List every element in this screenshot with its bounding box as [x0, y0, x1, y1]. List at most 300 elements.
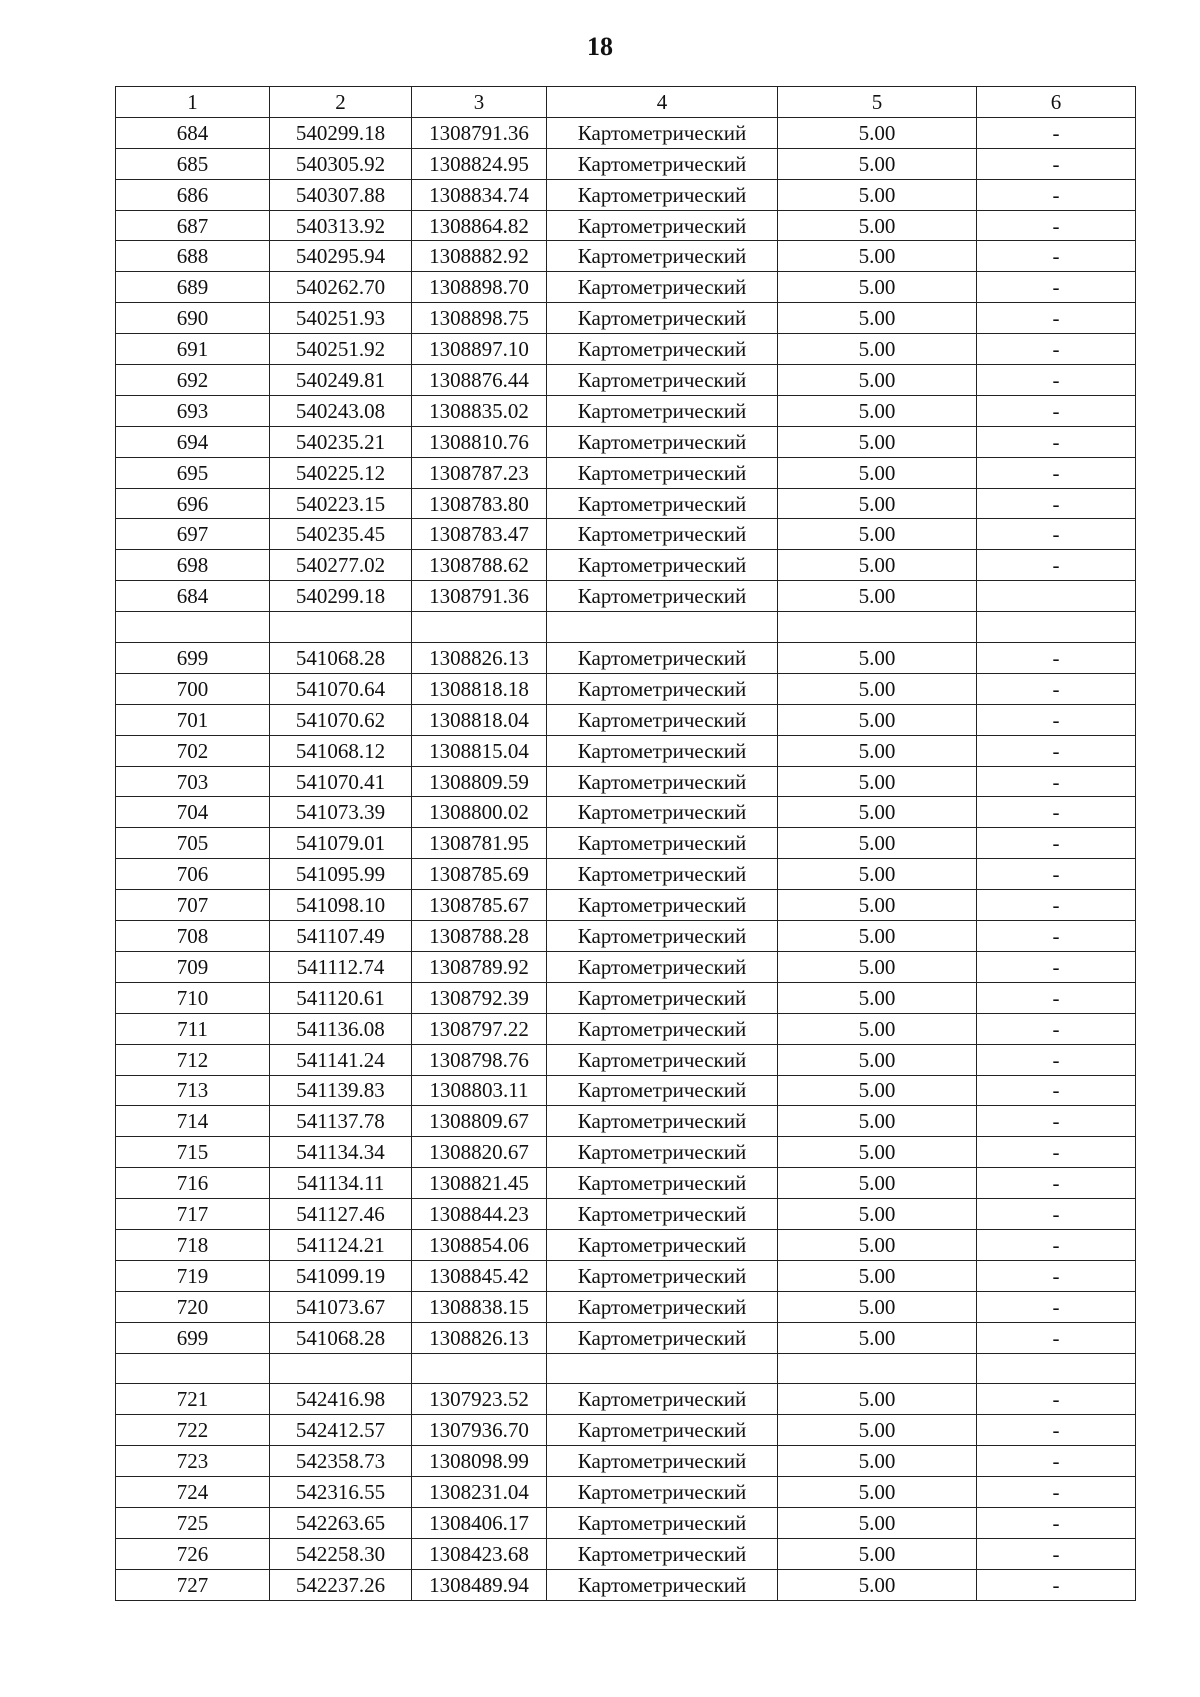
point-number-cell: 722 [116, 1415, 270, 1446]
accuracy-cell: 5.00 [778, 1044, 977, 1075]
y-coordinate-cell: 1308809.59 [412, 766, 547, 797]
accuracy-cell: 5.00 [778, 395, 977, 426]
method-cell: Картометрический [547, 365, 778, 396]
x-coordinate-cell: 540262.70 [270, 272, 412, 303]
x-coordinate-cell: 541107.49 [270, 921, 412, 952]
y-coordinate-cell [412, 1353, 547, 1384]
description-cell: - [977, 1168, 1136, 1199]
column-header: 5 [778, 87, 977, 118]
y-coordinate-cell: 1308815.04 [412, 735, 547, 766]
point-number-cell: 694 [116, 426, 270, 457]
y-coordinate-cell: 1308787.23 [412, 457, 547, 488]
point-number-cell: 700 [116, 673, 270, 704]
table-row [116, 1291, 1136, 1322]
method-cell: Картометрический [547, 704, 778, 735]
description-cell: - [977, 179, 1136, 210]
point-number-cell: 684 [116, 581, 270, 612]
point-number-cell: 723 [116, 1446, 270, 1477]
method-cell: Картометрический [547, 1446, 778, 1477]
y-coordinate-cell: 1308797.22 [412, 1013, 547, 1044]
y-coordinate-cell: 1308897.10 [412, 334, 547, 365]
accuracy-cell: 5.00 [778, 550, 977, 581]
method-cell: Картометрический [547, 1569, 778, 1600]
y-coordinate-cell: 1308821.45 [412, 1168, 547, 1199]
method-cell: Картометрический [547, 1507, 778, 1538]
description-cell: - [977, 210, 1136, 241]
y-coordinate-cell: 1308792.39 [412, 982, 547, 1013]
y-coordinate-cell: 1308788.28 [412, 921, 547, 952]
method-cell: Картометрический [547, 828, 778, 859]
accuracy-cell: 5.00 [778, 241, 977, 272]
accuracy-cell: 5.00 [778, 1106, 977, 1137]
accuracy-cell [778, 612, 977, 643]
y-coordinate-cell: 1308800.02 [412, 797, 547, 828]
column-header: 1 [116, 87, 270, 118]
table-row [116, 735, 1136, 766]
accuracy-cell: 5.00 [778, 365, 977, 396]
x-coordinate-cell: 541079.01 [270, 828, 412, 859]
table-row [116, 1137, 1136, 1168]
y-coordinate-cell: 1308231.04 [412, 1477, 547, 1508]
method-cell: Картометрический [547, 1168, 778, 1199]
x-coordinate-cell: 540251.92 [270, 334, 412, 365]
accuracy-cell: 5.00 [778, 1199, 977, 1230]
table-row [116, 1384, 1136, 1415]
table-row [116, 395, 1136, 426]
description-cell: - [977, 1569, 1136, 1600]
description-cell: - [977, 457, 1136, 488]
y-coordinate-cell: 1308864.82 [412, 210, 547, 241]
description-cell: - [977, 735, 1136, 766]
y-coordinate-cell: 1308818.04 [412, 704, 547, 735]
accuracy-cell: 5.00 [778, 1260, 977, 1291]
method-cell: Картометрический [547, 1229, 778, 1260]
x-coordinate-cell: 542416.98 [270, 1384, 412, 1415]
point-number-cell: 712 [116, 1044, 270, 1075]
method-cell: Картометрический [547, 673, 778, 704]
x-coordinate-cell: 542263.65 [270, 1507, 412, 1538]
description-cell: - [977, 982, 1136, 1013]
description-cell: - [977, 704, 1136, 735]
y-coordinate-cell: 1308820.67 [412, 1137, 547, 1168]
table-row [116, 1507, 1136, 1538]
table-row [116, 1415, 1136, 1446]
accuracy-cell: 5.00 [778, 1569, 977, 1600]
description-cell: - [977, 1044, 1136, 1075]
y-coordinate-cell: 1308783.47 [412, 519, 547, 550]
x-coordinate-cell: 540277.02 [270, 550, 412, 581]
description-cell: - [977, 1415, 1136, 1446]
description-cell: - [977, 395, 1136, 426]
table-row [116, 550, 1136, 581]
point-number-cell: 727 [116, 1569, 270, 1600]
table-row [116, 365, 1136, 396]
point-number-cell: 719 [116, 1260, 270, 1291]
point-number-cell [116, 1353, 270, 1384]
method-cell: Картометрический [547, 550, 778, 581]
accuracy-cell: 5.00 [778, 148, 977, 179]
accuracy-cell: 5.00 [778, 643, 977, 674]
y-coordinate-cell: 1308791.36 [412, 117, 547, 148]
y-coordinate-cell: 1308406.17 [412, 1507, 547, 1538]
point-number-cell: 692 [116, 365, 270, 396]
method-cell: Картометрический [547, 334, 778, 365]
y-coordinate-cell: 1308844.23 [412, 1199, 547, 1230]
x-coordinate-cell: 540299.18 [270, 117, 412, 148]
accuracy-cell: 5.00 [778, 951, 977, 982]
method-cell: Картометрический [547, 581, 778, 612]
x-coordinate-cell: 542258.30 [270, 1538, 412, 1569]
description-cell: - [977, 1507, 1136, 1538]
description-cell: - [977, 426, 1136, 457]
point-number-cell: 691 [116, 334, 270, 365]
method-cell: Картометрический [547, 1384, 778, 1415]
table-row [116, 1477, 1136, 1508]
accuracy-cell: 5.00 [778, 457, 977, 488]
description-cell: - [977, 1199, 1136, 1230]
point-number-cell: 724 [116, 1477, 270, 1508]
accuracy-cell: 5.00 [778, 1322, 977, 1353]
method-cell: Картометрический [547, 890, 778, 921]
method-cell: Картометрический [547, 395, 778, 426]
method-cell: Картометрический [547, 148, 778, 179]
y-coordinate-cell: 1308791.36 [412, 581, 547, 612]
x-coordinate-cell: 540243.08 [270, 395, 412, 426]
accuracy-cell: 5.00 [778, 859, 977, 890]
description-cell: - [977, 1384, 1136, 1415]
x-coordinate-cell: 542412.57 [270, 1415, 412, 1446]
table-row [116, 1106, 1136, 1137]
method-cell: Картометрический [547, 179, 778, 210]
method-cell: Картометрический [547, 1260, 778, 1291]
table-row [116, 1044, 1136, 1075]
description-cell: - [977, 241, 1136, 272]
x-coordinate-cell: 541124.21 [270, 1229, 412, 1260]
point-number-cell: 714 [116, 1106, 270, 1137]
point-number-cell: 721 [116, 1384, 270, 1415]
accuracy-cell: 5.00 [778, 1013, 977, 1044]
separator-row [116, 1353, 1136, 1384]
table-row [116, 1075, 1136, 1106]
method-cell: Картометрический [547, 735, 778, 766]
y-coordinate-cell: 1307936.70 [412, 1415, 547, 1446]
y-coordinate-cell: 1308876.44 [412, 365, 547, 396]
table-row [116, 179, 1136, 210]
point-number-cell: 686 [116, 179, 270, 210]
point-number-cell: 701 [116, 704, 270, 735]
x-coordinate-cell: 540235.45 [270, 519, 412, 550]
method-cell: Картометрический [547, 519, 778, 550]
x-coordinate-cell: 541070.41 [270, 766, 412, 797]
point-number-cell: 725 [116, 1507, 270, 1538]
y-coordinate-cell: 1308781.95 [412, 828, 547, 859]
x-coordinate-cell: 540305.92 [270, 148, 412, 179]
method-cell: Картометрический [547, 1044, 778, 1075]
x-coordinate-cell: 541070.64 [270, 673, 412, 704]
table-row [116, 1013, 1136, 1044]
description-cell: - [977, 797, 1136, 828]
x-coordinate-cell: 541070.62 [270, 704, 412, 735]
y-coordinate-cell: 1308838.15 [412, 1291, 547, 1322]
x-coordinate-cell: 540225.12 [270, 457, 412, 488]
description-cell: - [977, 488, 1136, 519]
accuracy-cell: 5.00 [778, 1168, 977, 1199]
y-coordinate-cell: 1308098.99 [412, 1446, 547, 1477]
accuracy-cell: 5.00 [778, 1538, 977, 1569]
point-number-cell: 709 [116, 951, 270, 982]
description-cell: - [977, 1013, 1136, 1044]
description-cell: - [977, 1446, 1136, 1477]
accuracy-cell: 5.00 [778, 890, 977, 921]
method-cell: Картометрический [547, 303, 778, 334]
accuracy-cell: 5.00 [778, 303, 977, 334]
accuracy-cell: 5.00 [778, 921, 977, 952]
table-header-row [116, 87, 1136, 118]
method-cell: Картометрический [547, 1137, 778, 1168]
x-coordinate-cell [270, 612, 412, 643]
point-number-cell: 720 [116, 1291, 270, 1322]
point-number-cell: 690 [116, 303, 270, 334]
point-number-cell: 698 [116, 550, 270, 581]
y-coordinate-cell: 1308783.80 [412, 488, 547, 519]
table-row [116, 982, 1136, 1013]
point-number-cell: 717 [116, 1199, 270, 1230]
y-coordinate-cell: 1308810.76 [412, 426, 547, 457]
point-number-cell: 702 [116, 735, 270, 766]
description-cell: - [977, 334, 1136, 365]
x-coordinate-cell: 540235.21 [270, 426, 412, 457]
table-row [116, 1446, 1136, 1477]
x-coordinate-cell: 541068.12 [270, 735, 412, 766]
description-cell: - [977, 550, 1136, 581]
description-cell: - [977, 1229, 1136, 1260]
point-number-cell: 687 [116, 210, 270, 241]
description-cell: - [977, 859, 1136, 890]
method-cell: Картометрический [547, 1477, 778, 1508]
method-cell: Картометрический [547, 643, 778, 674]
point-number-cell: 713 [116, 1075, 270, 1106]
table-row [116, 951, 1136, 982]
point-number-cell: 726 [116, 1538, 270, 1569]
point-number-cell: 708 [116, 921, 270, 952]
method-cell: Картометрический [547, 1106, 778, 1137]
method-cell: Картометрический [547, 426, 778, 457]
accuracy-cell: 5.00 [778, 1229, 977, 1260]
table-row [116, 1322, 1136, 1353]
accuracy-cell: 5.00 [778, 982, 977, 1013]
accuracy-cell: 5.00 [778, 117, 977, 148]
accuracy-cell: 5.00 [778, 519, 977, 550]
description-cell: - [977, 1137, 1136, 1168]
accuracy-cell: 5.00 [778, 1415, 977, 1446]
point-number-cell: 699 [116, 1322, 270, 1353]
table-row [116, 210, 1136, 241]
x-coordinate-cell: 541137.78 [270, 1106, 412, 1137]
x-coordinate-cell: 542358.73 [270, 1446, 412, 1477]
description-cell: - [977, 921, 1136, 952]
table-row [116, 704, 1136, 735]
table-row [116, 148, 1136, 179]
method-cell: Картометрический [547, 921, 778, 952]
description-cell: - [977, 272, 1136, 303]
point-number-cell: 689 [116, 272, 270, 303]
method-cell: Картометрический [547, 272, 778, 303]
page-number: 18 [587, 32, 613, 61]
point-number-cell: 710 [116, 982, 270, 1013]
x-coordinate-cell: 541068.28 [270, 643, 412, 674]
x-coordinate-cell: 542237.26 [270, 1569, 412, 1600]
method-cell: Картометрический [547, 117, 778, 148]
method-cell: Картометрический [547, 210, 778, 241]
y-coordinate-cell: 1308489.94 [412, 1569, 547, 1600]
column-header: 4 [547, 87, 778, 118]
description-cell: - [977, 117, 1136, 148]
method-cell: Картометрический [547, 457, 778, 488]
point-number-cell: 695 [116, 457, 270, 488]
x-coordinate-cell: 541073.39 [270, 797, 412, 828]
point-number-cell: 685 [116, 148, 270, 179]
accuracy-cell: 5.00 [778, 673, 977, 704]
x-coordinate-cell: 541098.10 [270, 890, 412, 921]
method-cell: Картометрический [547, 859, 778, 890]
x-coordinate-cell: 542316.55 [270, 1477, 412, 1508]
method-cell: Картометрический [547, 766, 778, 797]
table-row [116, 581, 1136, 612]
table-row [116, 673, 1136, 704]
x-coordinate-cell: 541136.08 [270, 1013, 412, 1044]
description-cell: - [977, 951, 1136, 982]
table-row [116, 334, 1136, 365]
description-cell: - [977, 890, 1136, 921]
y-coordinate-cell: 1308882.92 [412, 241, 547, 272]
y-coordinate-cell: 1308834.74 [412, 179, 547, 210]
accuracy-cell: 5.00 [778, 581, 977, 612]
accuracy-cell: 5.00 [778, 797, 977, 828]
x-coordinate-cell: 540313.92 [270, 210, 412, 241]
coordinates-table [115, 86, 1136, 1601]
y-coordinate-cell: 1307923.52 [412, 1384, 547, 1415]
x-coordinate-cell [270, 1353, 412, 1384]
description-cell: - [977, 1322, 1136, 1353]
accuracy-cell: 5.00 [778, 426, 977, 457]
x-coordinate-cell: 541120.61 [270, 982, 412, 1013]
point-number-cell: 703 [116, 766, 270, 797]
x-coordinate-cell: 541139.83 [270, 1075, 412, 1106]
x-coordinate-cell: 541099.19 [270, 1260, 412, 1291]
table-row [116, 241, 1136, 272]
x-coordinate-cell: 540223.15 [270, 488, 412, 519]
x-coordinate-cell: 541073.67 [270, 1291, 412, 1322]
point-number-cell: 696 [116, 488, 270, 519]
accuracy-cell: 5.00 [778, 1477, 977, 1508]
description-cell: - [977, 1260, 1136, 1291]
accuracy-cell: 5.00 [778, 735, 977, 766]
accuracy-cell: 5.00 [778, 179, 977, 210]
x-coordinate-cell: 540295.94 [270, 241, 412, 272]
description-cell: - [977, 1075, 1136, 1106]
y-coordinate-cell: 1308835.02 [412, 395, 547, 426]
y-coordinate-cell: 1308845.42 [412, 1260, 547, 1291]
y-coordinate-cell: 1308898.75 [412, 303, 547, 334]
point-number-cell: 688 [116, 241, 270, 272]
table-row [116, 797, 1136, 828]
table-body [116, 117, 1136, 1600]
y-coordinate-cell [412, 612, 547, 643]
point-number-cell: 697 [116, 519, 270, 550]
accuracy-cell: 5.00 [778, 1507, 977, 1538]
description-cell: - [977, 1291, 1136, 1322]
y-coordinate-cell: 1308423.68 [412, 1538, 547, 1569]
description-cell: - [977, 828, 1136, 859]
description-cell [977, 612, 1136, 643]
table-row [116, 1569, 1136, 1600]
accuracy-cell: 5.00 [778, 1446, 977, 1477]
y-coordinate-cell: 1308785.67 [412, 890, 547, 921]
accuracy-cell: 5.00 [778, 766, 977, 797]
description-cell: - [977, 766, 1136, 797]
method-cell: Картометрический [547, 1013, 778, 1044]
method-cell: Картометрический [547, 1075, 778, 1106]
method-cell: Картометрический [547, 797, 778, 828]
description-cell: - [977, 303, 1136, 334]
description-cell: - [977, 1538, 1136, 1569]
table-row [116, 1168, 1136, 1199]
description-cell [977, 581, 1136, 612]
point-number-cell: 715 [116, 1137, 270, 1168]
y-coordinate-cell: 1308789.92 [412, 951, 547, 982]
y-coordinate-cell: 1308824.95 [412, 148, 547, 179]
y-coordinate-cell: 1308854.06 [412, 1229, 547, 1260]
accuracy-cell: 5.00 [778, 210, 977, 241]
table-row [116, 1538, 1136, 1569]
x-coordinate-cell: 541134.34 [270, 1137, 412, 1168]
y-coordinate-cell: 1308798.76 [412, 1044, 547, 1075]
description-cell [977, 1353, 1136, 1384]
table-row [116, 1199, 1136, 1230]
accuracy-cell: 5.00 [778, 272, 977, 303]
y-coordinate-cell: 1308785.69 [412, 859, 547, 890]
method-cell: Картометрический [547, 982, 778, 1013]
description-cell: - [977, 643, 1136, 674]
y-coordinate-cell: 1308809.67 [412, 1106, 547, 1137]
point-number-cell: 716 [116, 1168, 270, 1199]
accuracy-cell: 5.00 [778, 1075, 977, 1106]
point-number-cell: 705 [116, 828, 270, 859]
description-cell: - [977, 1477, 1136, 1508]
x-coordinate-cell: 541112.74 [270, 951, 412, 982]
x-coordinate-cell: 540249.81 [270, 365, 412, 396]
table-row [116, 1260, 1136, 1291]
x-coordinate-cell: 541127.46 [270, 1199, 412, 1230]
y-coordinate-cell: 1308818.18 [412, 673, 547, 704]
method-cell: Картометрический [547, 1415, 778, 1446]
x-coordinate-cell: 541141.24 [270, 1044, 412, 1075]
table-row [116, 303, 1136, 334]
method-cell [547, 612, 778, 643]
table-row [116, 488, 1136, 519]
x-coordinate-cell: 541095.99 [270, 859, 412, 890]
description-cell: - [977, 519, 1136, 550]
point-number-cell: 718 [116, 1229, 270, 1260]
point-number-cell: 699 [116, 643, 270, 674]
accuracy-cell: 5.00 [778, 488, 977, 519]
accuracy-cell [778, 1353, 977, 1384]
column-header: 2 [270, 87, 412, 118]
description-cell: - [977, 148, 1136, 179]
table-row [116, 921, 1136, 952]
method-cell: Картометрический [547, 1199, 778, 1230]
table-row [116, 457, 1136, 488]
